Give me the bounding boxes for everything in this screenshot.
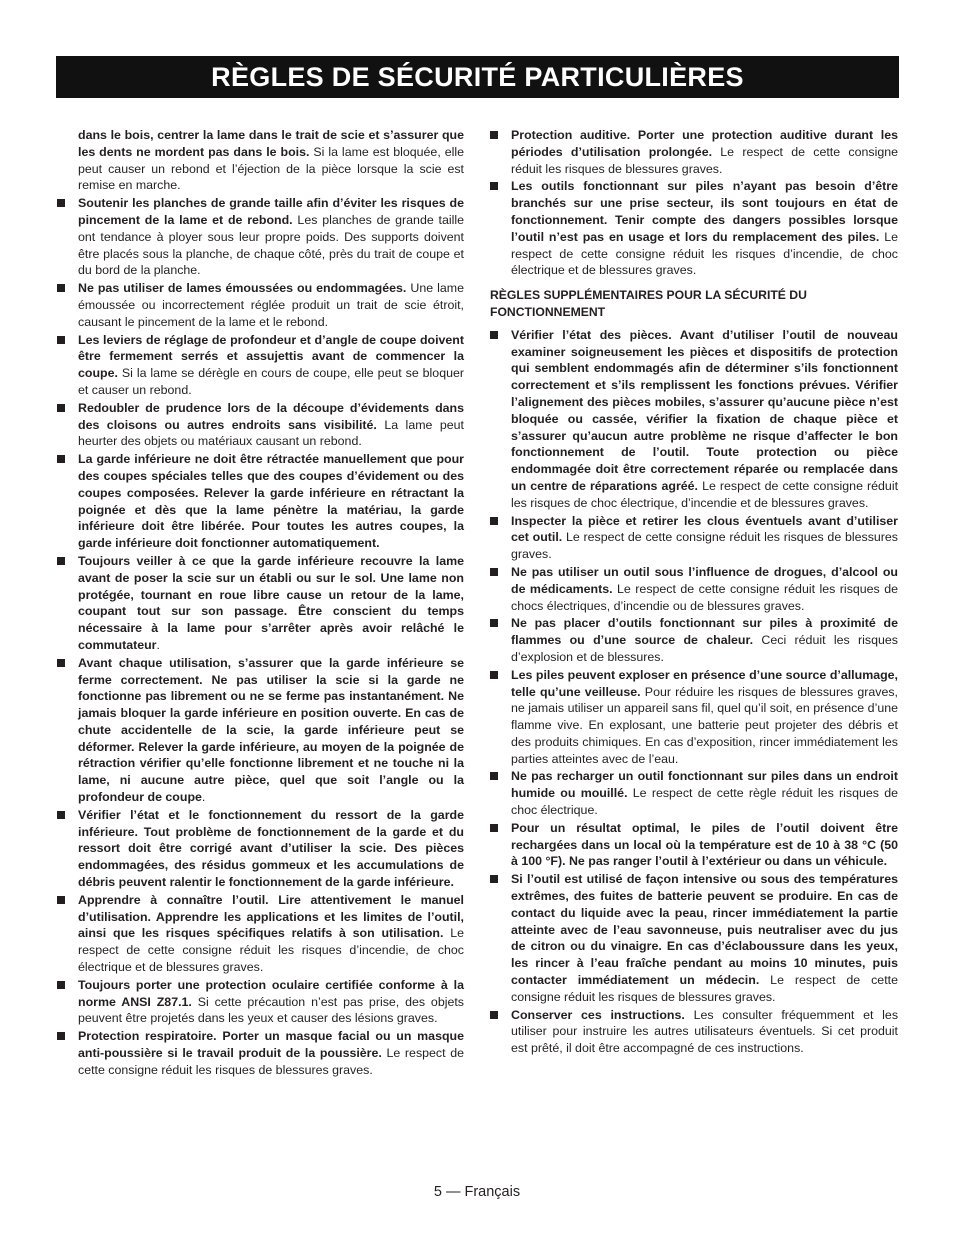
rule-body-text: Une lame émoussée ou incorrectement réglée produit un trait de scie étroit, causant le pincement de la lame et le rebond. [78,281,464,329]
safety-rule-item [490,513,898,563]
safety-rule-item [57,1028,464,1078]
left-column [57,127,464,1080]
safety-rule-item [57,400,464,450]
rule-body-text: Le respect de cette consigne réduit les risques de choc électrique, d’incendie et de blessures graves. [511,478,899,510]
rule-bold-text: Ne pas utiliser un outil sous l’influence de drogues, d’alcool ou de médicaments. [511,564,898,596]
rule-bold-text: Toujours veiller à ce que la garde inférieure recouvre la lame avant de poser la scie sur un établi ou sur le sol. Une lame non protégée, tournant en roue libre cause un retour de la lame, coupant tout sur son passage. Être conscient du temps nécessaire à la lame pour s’arrêter après avoir relâché le commutateur [78,553,464,652]
square-bullet-icon [57,659,65,667]
rule-body-text: Si la lame est bloquée, elle peut causer un rebond et l’éjection de la pièce lorsque la scie est remise en marche. [78,144,464,193]
rule-bold-text: La garde inférieure ne doit être rétractée manuellement que pour des coupes spéciales telles que des coupes d’évidement ou des coupes composées. Relever la garde inférieure en rétractant la poignée et dès que la lame pénètre la matériau, la garde inférieure doit être libérée. Pour toutes les autres coupes, la garde inférieure doit fonctionner automatiquement. [78,452,464,551]
square-bullet-icon [490,619,498,627]
rule-body-text: Le respect de cette consigne réduit les risques d’incendie, de choc électrique et de blessures graves. [511,229,898,278]
safety-rule-item [57,655,464,806]
page-footer: 5 — Français [433,1184,521,1200]
safety-rule-item [490,127,898,177]
rule-body-text: Si cette précaution n’est pas prise, des objets peuvent être projetés dans les yeux et causer des lésions graves. [78,994,464,1026]
safety-rule-item [57,127,464,194]
safety-rule-item [57,977,464,1027]
square-bullet-icon [490,331,498,339]
rule-body-text: Le respect de cette règle réduit les risques de choc électrique. [511,786,898,818]
rule-bold-text: Protection respiratoire. Porter un masque facial ou un masque anti-poussière si le travail produit de la poussière. [78,1029,464,1061]
safety-rule-item [57,195,464,279]
square-bullet-icon [57,455,65,463]
rule-bold-text: Les outils fonctionnant sur piles n’ayant pas besoin d’être branchés sur une prise secteur, ils sont toujours en état de fonctionnement. Tenir compte des dangers possibles lorsque l’outil n’est pas en usage et lors du remplacement des piles. [511,179,898,244]
rule-bold-text: Avant chaque utilisation, s’assurer que la garde inférieure se ferme correctement. Ne pas utiliser la scie si la garde ne fonctionne pas librement ou ne se ferme pas instantanément. Ne jamais bloquer la garde inférieure en position ouverte. En cas de chute accidentelle de la scie, la garde inférieure peut se déformer. Relever la garde inférieure, au moyen de la poignée de rétraction vérifier qu’elle fonctionne librement et ne touche ni la lame, ni aucune autre pièce, quel que soit l’angle ou la profondeur de coupe [78,655,464,805]
right-column [490,127,898,1058]
safety-rule-item [490,1007,898,1057]
square-bullet-icon [57,1032,65,1040]
rule-body-text: . [156,637,160,652]
square-bullet-icon [57,199,65,207]
rule-body-text: Pour réduire les risques de blessures graves, ne jamais utiliser un appareil sans fil, quel qu’il soit, en présence d’une flamme vive. En explosant, une batterie peut projeter des débris et des produits chimiques. En cas d’exposition, rincer immédiatement les parties atteintes avec de l’eau. [511,684,898,766]
section-subheading: RÈGLES SUPPLÉMENTAIRES POUR LA SÉCURITÉ DU FONCTIONNEMENT [490,288,807,319]
square-bullet-icon [490,1011,498,1019]
rule-bold-text: dans le bois, centrer la lame dans le trait de scie et s’assurer que les dents ne mordent pas dans le bois. [78,128,464,159]
square-bullet-icon [490,568,498,576]
rule-bold-text: Les leviers de réglage de profondeur et d’angle de coupe doivent être fermement serrés et assujettis avant de commencer la coupe. [78,332,464,381]
rule-bold-text: Ne pas recharger un outil fonctionnant sur piles dans un endroit humide ou mouillé. [511,769,898,801]
rule-bold-text: Si l’outil est utilisé de façon intensive ou sous des températures extrêmes, des fuites de batterie peuvent se produire. En cas de contact du liquide avec la peau, rincer immédiatement la partie atteinte avec de l’eau savonneuse, puis neutraliser avec du jus de citron ou du vinaigre. En cas d’éclaboussure dans les yeux, les rincer à l’eau fraîche pendant au moins 10 minutes, puis contacter immédiatement un médecin. [511,872,898,988]
rule-bold-text: Conserver ces instructions. [511,1007,685,1022]
rule-bold-text: Apprendre à connaître l’outil. Lire attentivement le manuel d’utilisation. Apprendre les applications et les limites de l’outil, ainsi que les risques spécifiques relatifs à son utilisation. [78,892,464,941]
rule-body-text: Le respect de cette consigne réduit les risques de blessures graves. [511,144,898,176]
square-bullet-icon [57,981,65,989]
rule-body-text: Le respect de cette consigne réduit les risques de blessures graves. [511,973,898,1004]
safety-rule-item [490,871,898,1005]
rule-bold-text: Vérifier l’état des pièces. Avant d’utiliser l’outil de nouveau examiner soigneusement les pièces et dispositifs de protection qui semblent endommagés afin de déterminer s’ils fonctionnent correctement et s’ils remplissent les fonctions prévues. Vérifier l’alignement des pièces mobiles, s’assurer qu’aucune pièce n’est bloquée ou cassée, vérifier la fixation de chaque pièce et s’assurer qu’aucun autre problème ne risque d’affecter le bon fonctionnement de l’outil. Toute protection ou pièce endommagée doit être correctement réparée ou remplacée dans un centre de réparations agréé. [511,327,898,493]
square-bullet-icon [57,896,65,904]
safety-rule-item [57,332,464,399]
square-bullet-icon [57,284,65,292]
safety-rule-item [490,768,898,818]
square-bullet-icon [57,404,65,412]
rule-bold-text: Soutenir les planches de grande taille afin d’éviter les risques de pincement de la lame et de rebond. [78,196,464,227]
square-bullet-icon [490,182,498,190]
rule-body-text: Le respect de cette consigne réduit les risques de blessures graves. [511,530,898,562]
safety-rule-item [490,820,898,870]
square-bullet-icon [490,875,498,883]
square-bullet-icon [490,671,498,679]
rule-bold-text: Redoubler de prudence lors de la découpe d’évidements dans des cloisons ou autres endroits sans visibilité. [78,400,464,432]
safety-rule-item [57,553,464,654]
rule-bold-text: Vérifier l’état et le fonctionnement du ressort de la garde inférieure. Tout problème de fonctionnement de la garde et du ressort doit être corrigé avant d’utiliser la scie. Des pièces endommagées, des résidus gommeux et les accumulations de débris peuvent ralentir le fonctionnement de la garde inférieure. [78,807,464,890]
rule-body-text: Ceci réduit les risques d’explosion et de blessures. [511,633,898,664]
square-bullet-icon [57,811,65,819]
rule-body-text: Les consulter fréquemment et les utiliser pour instruire les autres utilisateurs éventuels. Si cet produit est prêté, il doit être accompagné de ces instructions. [511,1007,899,1056]
safety-rule-item [490,667,898,768]
safety-rule-item [57,807,464,891]
safety-rule-item [57,451,464,552]
rule-bold-text: Pour un résultat optimal, le piles de l’outil doivent être rechargées dans un local où la température est de 10 à 38 °C (50 à 100 °F). Ne pas ranger l’outil à l’extérieur ou dans un véhicule. [511,820,898,869]
safety-rule-item [490,327,898,512]
rule-bold-text: Toujours porter une protection oculaire certifiée conforme à la norme ANSI Z87.1. [78,977,464,1009]
safety-rule-item [490,178,898,279]
rule-body-text: Les planches de grande taille ont tendance à ployer sous leur propre poids. Des supports doivent être placés sous la planche, de chaque côté, près du trait de coupe et du bord de la planche. [78,212,464,278]
rule-body-text: La lame peut heurter des objets ou matériaux causant un rebond. [78,417,464,449]
rule-body-text: Si la lame se dérègle en cours de coupe, elle peut se bloquer et causer un rebond. [78,366,464,397]
square-bullet-icon [490,772,498,780]
square-bullet-icon [490,517,498,525]
safety-rule-item [57,892,464,976]
rule-bold-text: Les piles peuvent exploser en présence d’une source d’allumage, telle qu’une veilleuse. [511,667,898,699]
right-column-bottom [490,327,898,1057]
rule-bold-text: Inspecter la pièce et retirer les clous éventuels avant d’utiliser cet outil. [511,513,898,545]
safety-rule-item [490,615,898,665]
rule-body-text: Le respect de cette consigne réduit les risques de chocs électriques, d’incendie ou de blessures graves. [511,581,899,613]
rule-body-text: . [201,790,206,805]
square-bullet-icon [490,131,498,139]
title-banner [56,56,899,98]
square-bullet-icon [490,824,498,832]
rule-body-text: Le respect de cette consigne réduit les risques de blessures graves. [78,1046,464,1077]
square-bullet-icon [57,336,65,344]
rule-bold-text: Ne pas utiliser de lames émoussées ou endommagées. [78,281,407,296]
safety-rule-item [490,564,898,614]
safety-rule-item [57,280,464,330]
rule-bold-text: Protection auditive. Porter une protection auditive durant les périodes d’utilisation prolongée. [511,128,898,159]
rule-bold-text: Ne pas placer d’outils fonctionnant sur piles à proximité de flammes ou d’une source de chaleur. [511,616,898,648]
page-title: RÈGLES DE SÉCURITÉ PARTICULIÈRES [211,61,744,92]
right-column-top [490,127,898,279]
rule-body-text: Le respect de cette consigne réduit les risques d’incendie, de choc électrique et de blessures graves. [78,926,464,975]
square-bullet-icon [57,557,65,565]
